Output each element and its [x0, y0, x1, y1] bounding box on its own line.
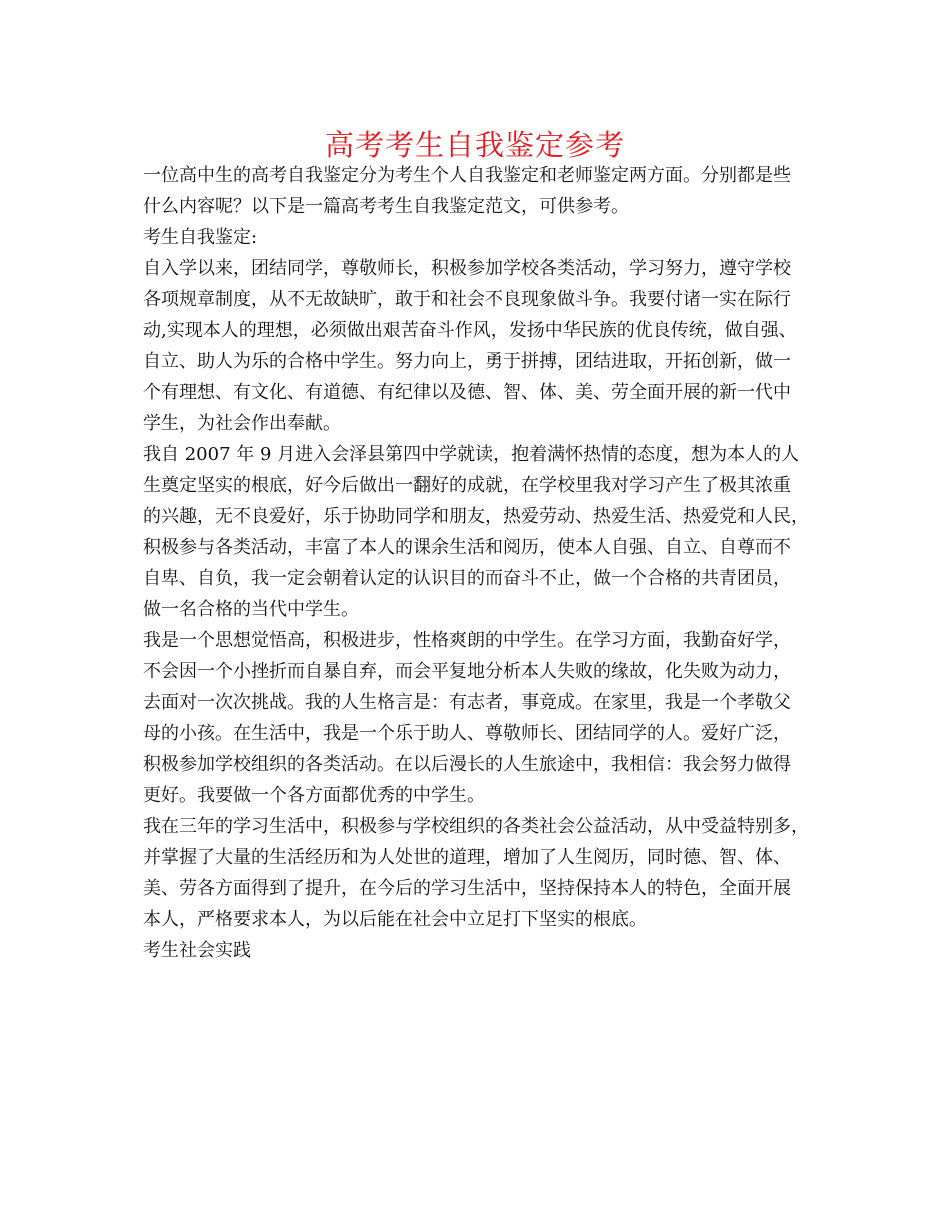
text-line: 学生，为社会作出奉献。 — [143, 413, 341, 434]
text-line: 不会因一个小挫折而自暴自弃，而会平复地分析本人失败的缘故，化失败为动力， — [143, 661, 791, 682]
text-line: 生奠定坚实的根底，好今后做出一翻好的成就，在学校里我对学习产生了极其浓重 — [143, 475, 791, 496]
text-line: 的兴趣，无不良爱好，乐于协助同学和朋友，热爱劳动、热爱生活、热爱党和人民， — [143, 506, 809, 527]
text-line: 自卑、自负，我一定会朝着认定的认识目的而奋斗不止，做一个合格的共青团员， — [143, 568, 791, 589]
paragraph-self-assessment-2 — [143, 439, 833, 625]
text-line: 本人，严格要求本人，为以后能在社会中立足打下坚实的根底。 — [143, 909, 647, 930]
text-line: 去面对一次次挑战。我的人生格言是：有志者，事竟成。在家里，我是一个孝敬父 — [143, 692, 791, 713]
text-line: 考生自我鉴定: — [143, 227, 258, 248]
text-line: 各项规章制度，从不无故缺旷，敢于和社会不良现象做斗争。我要付诸一实在际行 — [143, 289, 791, 310]
text-line: 积极参与各类活动，丰富了本人的课余生活和阅历，使本人自强、自立、自尊而不 — [143, 537, 791, 558]
text-line: 个有理想、有文化、有道德、有纪律以及德、智、体、美、劳全面开展的新一代中 — [143, 382, 791, 403]
document-body — [143, 160, 833, 966]
text-line: 我自 2007 年 9 月进入会泽县第四中学就读，抱着满怀热情的态度，想为本人的人 — [143, 444, 800, 465]
paragraph-self-assessment-3 — [143, 625, 833, 811]
paragraph-self-assessment-4 — [143, 811, 833, 935]
section-heading-social-practice — [143, 935, 833, 966]
paragraph-self-assessment-1 — [143, 253, 833, 439]
text-line: 动,实现本人的理想，必须做出艰苦奋斗作风，发扬中华民族的优良传统，做自强、 — [143, 320, 797, 341]
document-title: 高考考生自我鉴定参考 — [324, 128, 625, 162]
text-line: 一位高中生的高考自我鉴定分为考生个人自我鉴定和老师鉴定两方面。分别都是些 — [143, 165, 791, 186]
text-line: 母的小孩。在生活中，我是一个乐于助人、尊敬师长、团结同学的人。爱好广泛， — [143, 723, 791, 744]
text-line: 考生社会实践 — [143, 940, 251, 961]
text-line: 什么内容呢？以下是一篇高考考生自我鉴定范文，可供参考。 — [143, 196, 629, 217]
paragraph-intro — [143, 160, 833, 222]
text-line: 自立、助人为乐的合格中学生。努力向上，勇于拼搏，团结进取，开拓创新，做一 — [143, 351, 791, 372]
text-line: 美、劳各方面得到了提升，在今后的学习生活中，坚持保持本人的特色，全面开展 — [143, 878, 791, 899]
text-line: 做一名合格的当代中学生。 — [143, 599, 359, 620]
text-line: 更好。我要做一个各方面都优秀的中学生。 — [143, 785, 485, 806]
text-line: 我是一个思想觉悟高，积极进步，性格爽朗的中学生。在学习方面，我勤奋好学， — [143, 630, 791, 651]
section-heading-self-assessment — [143, 222, 833, 253]
text-line: 我在三年的学习生活中，积极参与学校组织的各类社会公益活动，从中受益特别多， — [143, 816, 809, 837]
text-line: 并掌握了大量的生活经历和为人处世的道理，增加了人生阅历，同时德、智、体、 — [143, 847, 791, 868]
text-line: 积极参加学校组织的各类活动。在以后漫长的人生旅途中，我相信：我会努力做得 — [143, 754, 791, 775]
text-line: 自入学以来，团结同学，尊敬师长，积极参加学校各类活动，学习努力，遵守学校 — [143, 258, 791, 279]
